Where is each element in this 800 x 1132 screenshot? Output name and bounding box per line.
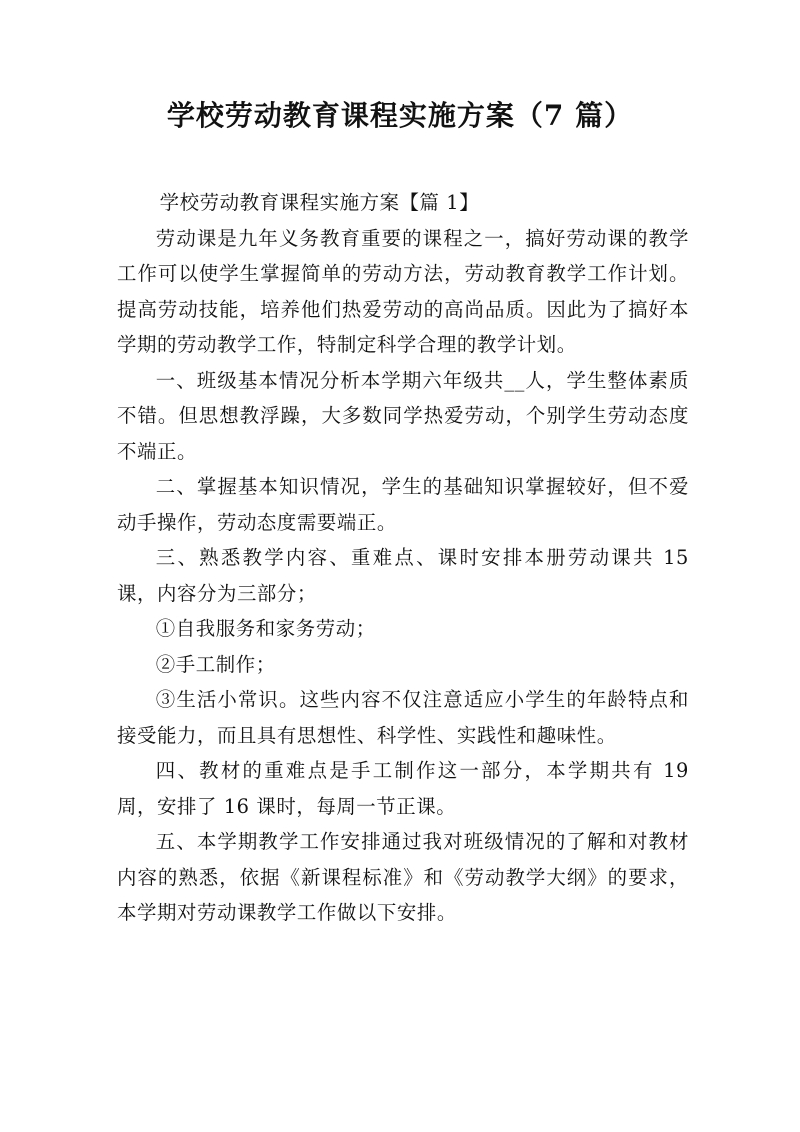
paragraph: 五、本学期教学工作安排通过我对班级情况的了解和对教材内容的熟悉，依据《新课程标准》和《劳动教学大纲》的要求，本学期对劳动课教学工作做以下安排。 xyxy=(117,830,689,924)
document-body xyxy=(117,185,689,931)
paragraph: 劳动课是九年义务教育重要的课程之一，搞好劳动课的教学工作可以使学生掌握简单的劳动方法，劳动教育教学工作计划。提高劳动技能，培养他们热爱劳动的高尚品质。因此为了搞好本学期的劳动教学工作，特制定科学合理的教学计划。 xyxy=(117,226,689,356)
section-heading: 学校劳动教育课程实施方案【篇 1】 xyxy=(159,191,480,214)
paragraph: ①自我服务和家务劳动； xyxy=(155,617,376,640)
paragraph: 一、班级基本情况分析本学期六年级共__人，学生整体素质不错。但思想教浮躁，大多数同学热爱劳动，个别学生劳动态度不端正。 xyxy=(117,368,689,463)
paragraph: 二、掌握基本知识情况，学生的基础知识掌握较好，但不爱动手操作，劳动态度需要端正。 xyxy=(117,475,689,534)
paragraph: 三、熟悉教学内容、重难点、课时安排本册劳动课共 15 课，内容分为三部分； xyxy=(117,546,689,605)
paragraph: 四、教材的重难点是手工制作这一部分，本学期共有 19 周，安排了 16 课时，每周一节正课。 xyxy=(117,759,689,818)
paragraph: ②手工制作； xyxy=(155,652,276,676)
document-title: 学校劳动教育课程实施方案（7 篇） xyxy=(166,99,634,132)
paragraph: ③生活小常识。这些内容不仅注意适应小学生的年龄特点和接受能力，而且具有思想性、科学性、实践性和趣味性。 xyxy=(117,688,689,747)
